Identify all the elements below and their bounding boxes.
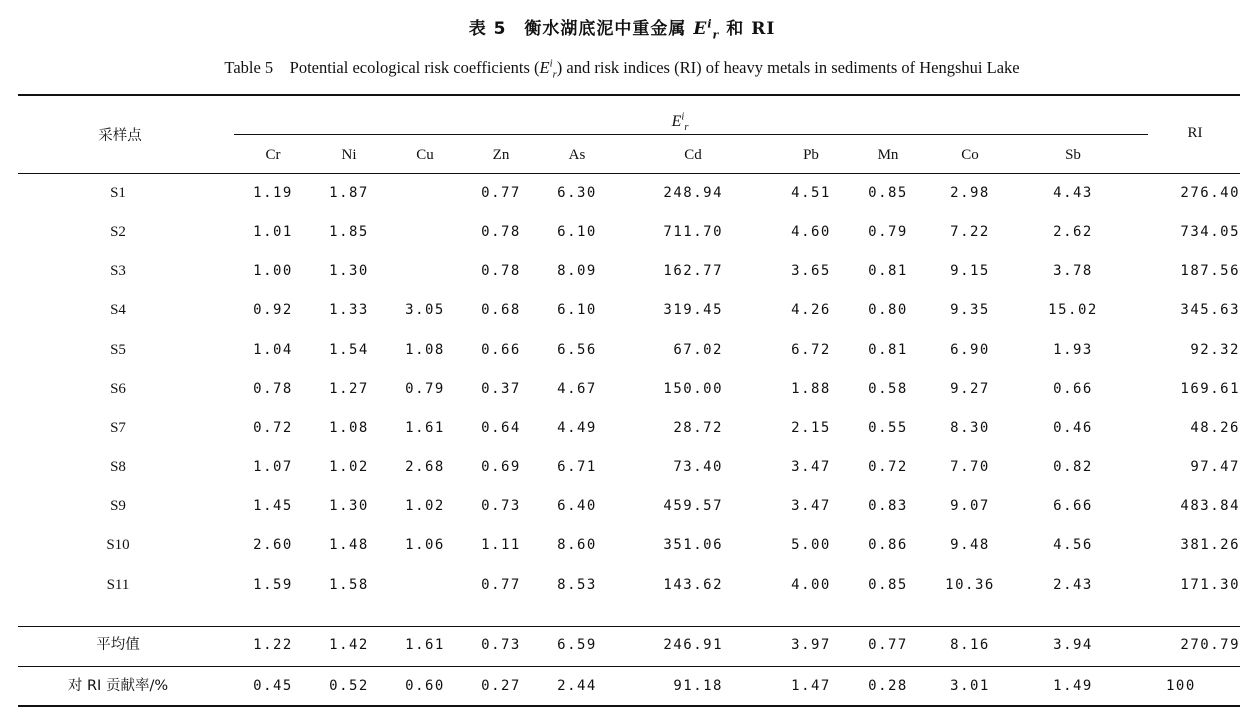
title-zh-middle: 和 [726,19,745,39]
table-cell: 3.65 [791,263,831,279]
er-group-header [580,112,780,132]
table-cell: 0.66 [481,342,521,358]
table-cell: 8.60 [557,537,597,553]
table-bottom-rule [18,705,1240,707]
table-cell: 0.83 [868,498,908,514]
table-cell: 97.47 [1190,459,1240,475]
table-cell: 150.00 [663,381,723,397]
table-cell: 3.47 [791,498,831,514]
er-group-rule [234,134,1148,135]
table-cell: 0.82 [1053,459,1093,475]
metal-header-pb: Pb [803,147,819,163]
table-cell: 73.40 [673,459,723,475]
table-cell: 0.28 [868,678,908,694]
table-cell: 0.80 [868,302,908,318]
table-cell: 6.72 [791,342,831,358]
title-zh-suffix: RI [751,19,776,39]
table-cell: 2.60 [253,537,293,553]
table-cell: 0.37 [481,381,521,397]
table-cell: 6.30 [557,185,597,201]
table-cell: 1.93 [1053,342,1093,358]
table-cell: 1.42 [329,637,369,653]
summary-top-rule [18,626,1240,627]
table-cell: 246.91 [663,637,723,653]
table-cell: 734.05 [1180,224,1240,240]
title-zh-symbol-sup: i [707,17,713,31]
table-cell: 6.59 [557,637,597,653]
table-cell: 6.66 [1053,498,1093,514]
table-cell: 7.22 [950,224,990,240]
table-cell: 143.62 [663,577,723,593]
table-cell: 1.01 [253,224,293,240]
table-cell: 711.70 [663,224,723,240]
table-cell: 0.78 [253,381,293,397]
table-cell: 1.08 [405,342,445,358]
table-cell: 48.26 [1190,420,1240,436]
table-cell: 9.07 [950,498,990,514]
table-cell: 1.48 [329,537,369,553]
table-cell: 0.78 [481,224,521,240]
table-cell: 4.49 [557,420,597,436]
table-cell: 1.04 [253,342,293,358]
table-cell: 3.94 [1053,637,1093,653]
sample-row-label: S6 [110,381,126,397]
table-cell: 0.72 [253,420,293,436]
table-cell: 270.79 [1180,637,1240,653]
sample-point-header: 采样点 [98,128,142,144]
table-cell: 0.69 [481,459,521,475]
table-cell: 1.30 [329,263,369,279]
title-en-symbol-sub: r [552,68,557,81]
table-title-en [0,54,1244,81]
table-cell: 2.44 [557,678,597,694]
sample-row-label: S10 [106,537,130,553]
table-cell: 1.07 [253,459,293,475]
table-cell: 100 [1166,678,1196,694]
table-cell: 8.53 [557,577,597,593]
title-zh-symbol-sub: r [712,28,720,42]
sample-row-label: S7 [110,420,126,436]
table-cell: 459.57 [663,498,723,514]
table-cell: 3.97 [791,637,831,653]
table-cell: 3.47 [791,459,831,475]
table-cell: 0.81 [868,263,908,279]
table-cell: 6.90 [950,342,990,358]
table-cell: 6.40 [557,498,597,514]
table-cell: 0.92 [253,302,293,318]
table-cell: 1.58 [329,577,369,593]
table-cell: 1.00 [253,263,293,279]
table-cell: 0.66 [1053,381,1093,397]
table-cell: 8.09 [557,263,597,279]
summary-row-label: 平均值 [96,637,140,653]
table-cell: 4.43 [1053,185,1093,201]
metal-header-cd: Cd [684,147,702,163]
table-cell: 15.02 [1048,302,1098,318]
table-cell: 2.43 [1053,577,1093,593]
metal-header-mn: Mn [877,147,899,163]
table-cell: 0.45 [253,678,293,694]
table-cell: 0.60 [405,678,445,694]
table-cell: 1.08 [329,420,369,436]
table-cell: 1.30 [329,498,369,514]
ri-header: RI [1187,125,1203,141]
table-cell: 0.86 [868,537,908,553]
sample-row-label: S5 [110,342,126,358]
table-cell: 248.94 [663,185,723,201]
er-symbol-sub: r [684,122,689,134]
table-cell: 351.06 [663,537,723,553]
table-cell: 3.05 [405,302,445,318]
table-cell: 1.88 [791,381,831,397]
table-cell: 6.71 [557,459,597,475]
table-cell: 92.32 [1190,342,1240,358]
table-cell: 0.68 [481,302,521,318]
sample-row-label: S1 [110,185,126,201]
table-cell: 319.45 [663,302,723,318]
sample-row-label: S4 [110,302,126,318]
table-cell: 8.30 [950,420,990,436]
table-cell: 1.54 [329,342,369,358]
table-title-zh [0,14,1244,42]
sample-row-label: S3 [110,263,126,279]
table-cell: 1.19 [253,185,293,201]
table-cell: 345.63 [1180,302,1240,318]
table-cell: 381.26 [1180,537,1240,553]
title-zh-prefix: 表 5 衡水湖底泥中重金属 [468,19,687,39]
table-cell: 1.49 [1053,678,1093,694]
table-cell: 0.79 [868,224,908,240]
table-cell: 1.33 [329,302,369,318]
sample-row-label: S8 [110,459,126,475]
metal-header-as: As [568,147,586,163]
table-cell: 1.61 [405,420,445,436]
table-cell: 2.68 [405,459,445,475]
summary-row-label: 对 RI 贡献率/% [67,678,169,694]
table-cell: 483.84 [1180,498,1240,514]
table-cell: 0.55 [868,420,908,436]
er-symbol-base: E [671,113,682,130]
table-cell: 4.56 [1053,537,1093,553]
table-cell: 6.10 [557,224,597,240]
table-cell: 0.27 [481,678,521,694]
table-cell: 9.27 [950,381,990,397]
table-cell: 162.77 [663,263,723,279]
title-en-prefix: Table 5 Potential ecological risk coefficients ( [224,58,540,77]
table-cell: 1.87 [329,185,369,201]
metal-header-cu: Cu [416,147,434,163]
table-cell: 0.77 [868,637,908,653]
table-cell: 10.36 [945,577,995,593]
table-cell: 1.22 [253,637,293,653]
summary-middle-rule [18,666,1240,667]
table-cell: 0.46 [1053,420,1093,436]
table-cell: 276.40 [1180,185,1240,201]
table-cell: 0.52 [329,678,369,694]
table-cell: 28.72 [673,420,723,436]
table-cell: 171.30 [1180,577,1240,593]
table-cell: 1.02 [405,498,445,514]
sample-row-label: S11 [106,577,130,593]
metal-header-sb: Sb [1065,147,1081,163]
table-cell: 0.77 [481,577,521,593]
table-cell: 0.73 [481,637,521,653]
table-cell: 0.85 [868,185,908,201]
title-en-symbol-sup: i [549,57,553,70]
table-cell: 7.70 [950,459,990,475]
title-zh-symbol-base: E [693,19,708,39]
table-cell: 8.16 [950,637,990,653]
table-cell: 4.67 [557,381,597,397]
table-cell: 0.58 [868,381,908,397]
sample-row-label: S9 [110,498,126,514]
table-cell: 9.48 [950,537,990,553]
table-cell: 0.85 [868,577,908,593]
header-bottom-rule [18,173,1240,174]
table-cell: 0.77 [481,185,521,201]
title-en-symbol [539,57,557,81]
table-cell: 2.62 [1053,224,1093,240]
table-cell: 187.56 [1180,263,1240,279]
table-cell: 0.78 [481,263,521,279]
table-cell: 4.51 [791,185,831,201]
table-cell: 0.64 [481,420,521,436]
title-en-suffix: ) and risk indices (RI) of heavy metals in sediments of Hengshui Lake [556,58,1020,77]
table-cell: 4.60 [791,224,831,240]
sample-row-label: S2 [110,224,126,240]
title-en-symbol-base: E [539,58,550,77]
table-top-rule [18,94,1240,96]
table-cell: 0.81 [868,342,908,358]
table-cell: 0.73 [481,498,521,514]
table-cell: 169.61 [1180,381,1240,397]
table-cell: 1.85 [329,224,369,240]
table-cell: 1.11 [481,537,521,553]
table-cell: 9.15 [950,263,990,279]
table-cell: 67.02 [673,342,723,358]
table-cell: 1.47 [791,678,831,694]
metal-header-cr: Cr [265,147,281,163]
table-cell: 1.45 [253,498,293,514]
table-cell: 1.06 [405,537,445,553]
table-cell: 0.72 [868,459,908,475]
metal-header-co: Co [961,147,979,163]
table-cell: 6.10 [557,302,597,318]
table-cell: 2.98 [950,185,990,201]
table-cell: 3.78 [1053,263,1093,279]
er-symbol-sup: i [681,111,685,123]
table-cell: 1.27 [329,381,369,397]
table-cell: 1.59 [253,577,293,593]
metal-header-zn: Zn [492,147,510,163]
table-cell: 1.02 [329,459,369,475]
table-cell: 91.18 [673,678,723,694]
metal-header-ni: Ni [341,147,357,163]
title-zh-symbol [693,17,720,42]
table-cell: 4.00 [791,577,831,593]
table-cell: 0.79 [405,381,445,397]
table-cell: 9.35 [950,302,990,318]
table-cell: 3.01 [950,678,990,694]
table-cell: 4.26 [791,302,831,318]
table-cell: 1.61 [405,637,445,653]
table-cell: 2.15 [791,420,831,436]
table-cell: 6.56 [557,342,597,358]
table-cell: 5.00 [791,537,831,553]
